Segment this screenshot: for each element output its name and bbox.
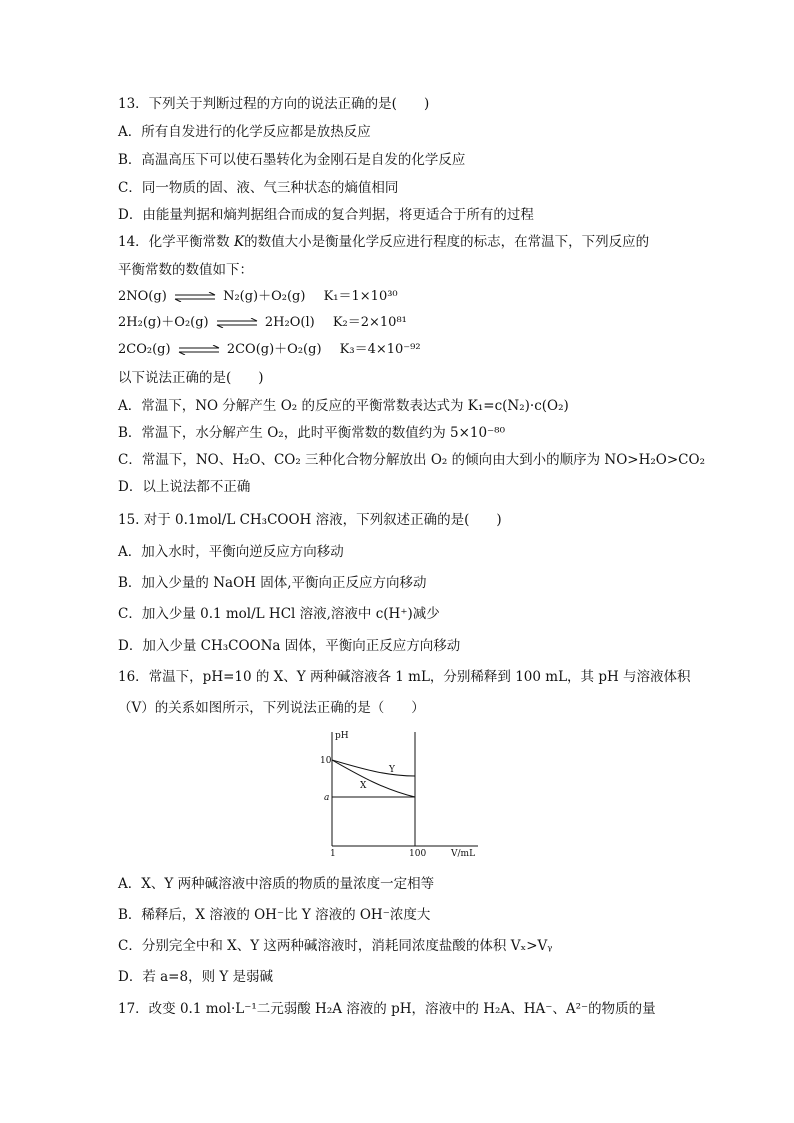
- ph-volume-chart: [300, 728, 490, 858]
- q13-option-a: A．所有自发进行的化学反应都是放热反应: [118, 124, 371, 140]
- y-tick-10: 10: [320, 756, 332, 766]
- q15-option-d: D．加入少量 CH₃COONa 固体，平衡向正反应方向移动: [118, 638, 461, 654]
- equilibrium-arrow-icon: [177, 345, 221, 355]
- q14-option-c: C．常温下，NO、H₂O、CO₂ 三种化合物分解放出 O₂ 的倾向由大到小的顺序为 NO>H₂O>CO₂: [118, 452, 705, 468]
- series-x-label: X: [360, 781, 367, 791]
- q14-prompt: 以下说法正确的是( ): [118, 370, 264, 386]
- q16-stem-line1: 16．常温下，pH=10 的 X、Y 两种碱溶液各 1 mL，分别稀释到 100 mL，其 pH 与溶液体积: [118, 669, 691, 685]
- q14-equation-1: 2NO(g) N₂(g)＋O₂(g) K₁＝1×10³⁰: [118, 289, 398, 304]
- q14-stem-line1: 14．化学平衡常数 K的数值大小是衡量化学反应进行程度的标志，在常温下，下列反应的: [118, 234, 650, 250]
- q17-stem: 17．改变 0.1 mol·L⁻¹二元弱酸 H₂A 溶液的 pH，溶液中的 H₂A、HA⁻、A²⁻的物质的量: [118, 1001, 656, 1017]
- y-tick-a: a: [324, 793, 330, 803]
- x-tick-1: 1: [330, 849, 336, 858]
- series-y-curve: [332, 760, 415, 776]
- q15-option-a: A．加入水时，平衡向逆反应方向移动: [118, 544, 344, 560]
- q14-equation-3: 2CO₂(g) 2CO(g)＋O₂(g) K₃＝4×10⁻⁹²: [118, 342, 421, 357]
- q15-option-c: C．加入少量 0.1 mol/L HCl 溶液,溶液中 c(H⁺)减少: [118, 606, 440, 622]
- q16-option-c: C．分别完全中和 X、Y 这两种碱溶液时，消耗同浓度盐酸的体积 Vₓ>Vᵧ: [118, 938, 553, 954]
- q13-option-d: D．由能量判据和熵判据组合而成的复合判据，将更适合于所有的过程: [118, 207, 534, 223]
- y-axis-label: pH: [335, 731, 349, 741]
- equilibrium-arrow-icon: [173, 292, 217, 302]
- q14-option-b: B．常温下，水分解产生 O₂，此时平衡常数的数值约为 5×10⁻⁸⁰: [118, 425, 506, 441]
- q13-stem: 13．下列关于判断过程的方向的说法正确的是( ): [118, 96, 430, 112]
- q13-option-b: B．高温高压下可以使石墨转化为金刚石是自发的化学反应: [118, 152, 466, 168]
- q16-option-b: B．稀释后，X 溶液的 OH⁻比 Y 溶液的 OH⁻浓度大: [118, 907, 431, 923]
- q13-option-c: C．同一物质的固、液、气三种状态的熵值相同: [118, 180, 399, 196]
- x-tick-100: 100: [409, 849, 427, 858]
- q14-option-a: A．常温下，NO 分解产生 O₂ 的反应的平衡常数表达式为 K₁=c(N₂)·c(O₂): [118, 398, 569, 414]
- q14-equation-2: 2H₂(g)＋O₂(g) 2H₂O(l) K₂＝2×10⁸¹: [118, 315, 407, 330]
- q16-option-a: A．X、Y 两种碱溶液中溶质的物质的量浓度一定相等: [118, 876, 435, 892]
- q15-option-b: B．加入少量的 NaOH 固体,平衡向正反应方向移动: [118, 575, 427, 591]
- q15-stem: 15. 对于 0.1mol/L CH₃COOH 溶液，下列叙述正确的是( ): [118, 512, 502, 528]
- q14-option-d: D．以上说法都不正确: [118, 479, 251, 495]
- series-x-curve: [332, 760, 415, 797]
- series-y-label: Y: [389, 765, 395, 775]
- q16-option-d: D．若 a=8，则 Y 是弱碱: [118, 969, 274, 985]
- x-axis-label: V/mL: [451, 849, 476, 858]
- equilibrium-arrow-icon: [215, 318, 259, 328]
- q14-stem-line2: 平衡常数的数值如下：: [118, 262, 253, 278]
- q16-stem-line2: （V）的关系如图所示，下列说法正确的是（ ）: [118, 700, 425, 716]
